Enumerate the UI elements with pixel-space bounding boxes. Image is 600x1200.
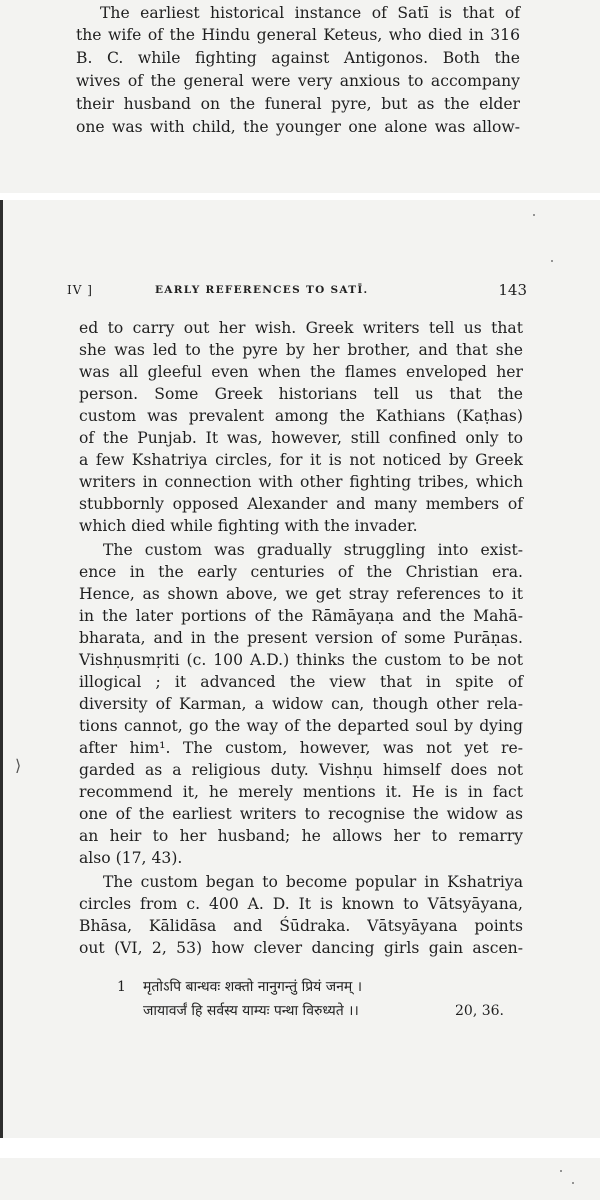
chapter-title: EARLY REFERENCES TO SATĪ. — [155, 284, 369, 296]
next-page-fragment — [0, 1158, 600, 1200]
text-line: ence in the early centuries of the Christian era. — [79, 563, 523, 581]
text-line: garded as a religious duty. Vishṇu himself does not — [79, 761, 523, 779]
footnote-verse-line: मृतोऽपि बान्धवः शक्तो नानुगन्तुं प्रियं जनम् । — [143, 979, 363, 995]
text-line: illogical ; it advanced the view that in spite of — [79, 673, 523, 691]
text-line: a few Kshatriya circles, for it is not noticed by Greek — [79, 451, 523, 469]
text-line: The custom was gradually struggling into exist- — [103, 541, 523, 559]
text-line: The custom began to become popular in Kshatriya — [103, 873, 523, 891]
text-line: Bhāsa, Kālidāsa and Śūdraka. Vātsyāyana points — [79, 917, 523, 935]
scan-speck — [551, 260, 553, 262]
text-line: custom was prevalent among the Kathians (Kaṭhas) — [79, 407, 523, 425]
text-line: in the later portions of the Rāmāyaṇa and the Mahā- — [79, 607, 523, 625]
text-line: circles from c. 400 A. D. It is known to Vātsyāyana, — [79, 895, 523, 913]
text-line: ed to carry out her wish. Greek writers tell us that — [79, 319, 523, 337]
footnote-marker: 1 — [117, 979, 126, 995]
text-line: stubbornly opposed Alexander and many members of — [79, 495, 523, 513]
running-head — [67, 280, 527, 300]
text-line: diversity of Karman, a widow can, though other rela- — [79, 695, 523, 713]
text-line: one of the earliest writers to recognise the widow as — [79, 805, 523, 823]
text-line: the wife of the Hindu general Keteus, who died in 316 — [76, 26, 520, 44]
text-line: person. Some Greek historians tell us that the — [79, 385, 523, 403]
text-line: wives of the general were very anxious to accompany — [76, 72, 520, 90]
text-line: writers in connection with other fighting tribes, which — [79, 473, 523, 491]
text-line: B. C. while fighting against Antigonos. Both the — [76, 49, 520, 67]
text-line: Vishṇusmṛiti (c. 100 A.D.) thinks the custom to be not — [79, 651, 523, 669]
scan-speck — [560, 1170, 562, 1172]
margin-pencil-mark: ⟩ — [15, 756, 22, 775]
text-line: one was with child, the younger one alone was allow- — [76, 118, 520, 136]
footnote-verse-line: जायावर्जं हि सर्वस्य याम्यः पन्था विरुध्यते ।। — [143, 1003, 359, 1019]
text-line: bharata, and in the present version of some Purāṇas. — [79, 629, 523, 647]
text-line: recommend it, he merely mentions it. He is in fact — [79, 783, 523, 801]
text-line: out (VI, 2, 53) how clever dancing girls gain ascen- — [79, 939, 523, 957]
text-line: also (17, 43). — [79, 849, 183, 867]
text-line: which died while fighting with the invader. — [79, 517, 418, 535]
page-143 — [0, 200, 600, 1138]
footnote-reference: 20, 36. — [455, 1003, 504, 1019]
previous-page-fragment — [0, 0, 600, 193]
scan-speck — [533, 214, 535, 216]
scan-speck — [572, 1182, 574, 1184]
text-line: Hence, as shown above, we get stray references to it — [79, 585, 523, 603]
text-line: after him¹. The custom, however, was not yet re- — [79, 739, 523, 757]
text-line: The earliest historical instance of Satī is that of — [100, 4, 520, 22]
text-line: their husband on the funeral pyre, but as the elder — [76, 95, 520, 113]
text-line: was all gleeful even when the flames enveloped her — [79, 363, 523, 381]
text-line: tions cannot, go the way of the departed soul by dying — [79, 717, 523, 735]
text-line: she was led to the pyre by her brother, and that she — [79, 341, 523, 359]
text-line: an heir to her husband; he allows her to remarry — [79, 827, 523, 845]
chapter-number: IV ] — [67, 283, 93, 297]
text-line: of the Punjab. It was, however, still confined only to — [79, 429, 523, 447]
page-number: 143 — [498, 281, 527, 299]
